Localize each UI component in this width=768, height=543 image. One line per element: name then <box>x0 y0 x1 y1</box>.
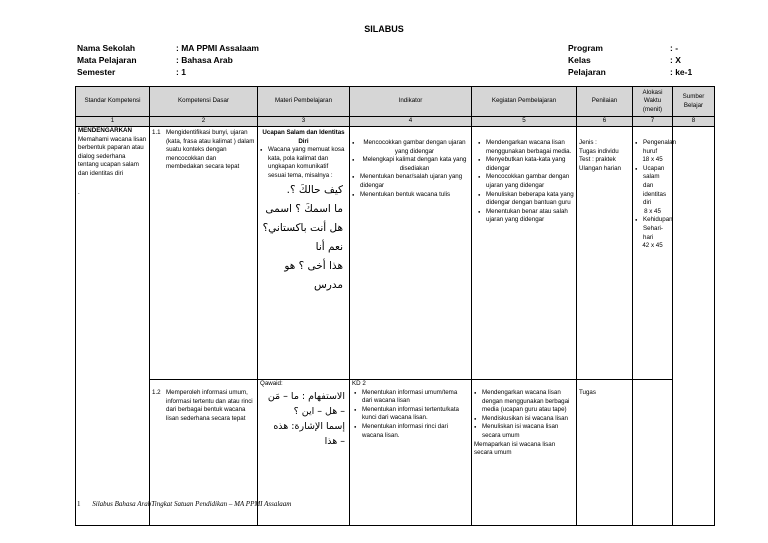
header-right-labels <box>568 42 606 78</box>
table-row <box>76 127 715 380</box>
kegiatan-item: ● Menentukan benar atau salah ujaran yang didengar <box>478 208 574 225</box>
header-value: : ke-1 <box>670 67 693 77</box>
arabic-line: هل أنت باكستاني؟ <box>262 221 343 234</box>
footer-text: Silabus Bahasa ArabTingkat Satuan Pendidikan – MA PPMI Assalaam <box>92 500 292 508</box>
column-number-row <box>76 117 715 127</box>
penilaian-line: Jenis : <box>579 139 597 146</box>
indikator-cell <box>350 380 472 526</box>
indikator-item: ● Menentukan benar/salah ujaran yang didengar <box>352 173 469 190</box>
standar-text: Memahami wacana lisan berbentuk paparan atau dialog sederhana tentang ucapan salam dan identitas diri <box>78 135 147 177</box>
column-header: Materi Pembelajaran <box>258 87 350 117</box>
indikator-item: ● Menentukan informasi umum/tema dari wacana lisan <box>354 389 469 406</box>
alokasi-topic: ● Pengenalan huruf <box>635 139 670 156</box>
header-left-values <box>176 42 259 78</box>
kd-text: Mengidentifikasi bunyi, ujaran (kata, frasa atau kalimat ) dalam suatu konteks dengan mencocokkan dan membedakan secara tepat <box>166 129 255 171</box>
column-header: Kompetensi Dasar <box>150 87 258 117</box>
arabic-qawaid <box>260 389 347 449</box>
penilaian-cell <box>577 127 633 380</box>
indikator-item: ● Menentukan informasi rinci dari wacana lisan. <box>354 423 469 440</box>
kd-text: Memperoleh informasi umum, informasi tertentu dan atau rinci dari berbagai bentuk wacana lisan sederhana secara tepat <box>166 389 253 422</box>
column-number: 4 <box>350 117 472 127</box>
alokasi-time: 8 x 45 <box>644 207 661 215</box>
indikator-item: ● Menentukan informasi tertentu/kata kunci dari wacana lisan. <box>354 406 469 423</box>
arabic-line: مدرس <box>313 278 343 291</box>
header-label: Kelas <box>568 55 591 65</box>
kegiatan-item: ● Menuliskan beberapa kata yang didengar dengan bantuan guru <box>478 191 574 208</box>
standar-dot: . <box>78 188 80 196</box>
kegiatan-item: ● Mendiskusikan isi wacana lisan <box>474 415 574 424</box>
header-label: Program <box>568 43 603 53</box>
kegiatan-extra: Memaparkan isi wacana lisan secara umum <box>474 440 556 457</box>
kegiatan-item: ● Menuliskan isi wacana lisan secara umum <box>474 423 574 440</box>
header-value: : 1 <box>176 67 186 77</box>
column-header-row <box>76 87 715 117</box>
kd-code: 1.1 <box>152 129 161 136</box>
standar-cell <box>76 127 150 526</box>
arabic-line: هذا أخى ؟ هو <box>284 259 343 272</box>
materi-bullet: ● Wacana yang memuat kosa kata, pola kalimat dan ungkapan komunikatif sesuai tema, misalnya : <box>260 146 347 180</box>
column-number: 5 <box>472 117 577 127</box>
kegiatan-item: ● Mendengarkan wacana lisan menggunakan berbagai media. <box>478 139 574 156</box>
arabic-line: – هذا <box>324 435 345 447</box>
header-value: : X <box>670 55 681 65</box>
column-header: Sumber Belajar <box>673 87 715 117</box>
kegiatan-cell <box>472 127 577 380</box>
header-value: : Bahasa Arab <box>176 55 233 65</box>
kegiatan-item: ● Menyebutkan kata-kata yang didengar <box>478 156 574 173</box>
sumber-cell <box>673 127 715 526</box>
alokasi-topic: ● Ucapan salam dan identitas diri <box>635 165 670 208</box>
arabic-line: نعم أنا <box>315 240 343 253</box>
header-label: Mata Pelajaran <box>77 55 137 65</box>
materi-cell <box>258 127 350 380</box>
qawaid-label: Qawaid: <box>260 380 283 387</box>
indikator-cell <box>350 127 472 380</box>
page-title: SILABUS <box>364 24 404 34</box>
arabic-examples <box>260 181 347 295</box>
alokasi-topic: ● Kehidupan Sehari-hari <box>635 216 670 242</box>
kegiatan-cell <box>472 380 577 526</box>
arabic-line: إسما الإشارة: هذه <box>273 420 345 432</box>
arabic-line: ما اسمكَ ؟ اسمى <box>265 202 343 215</box>
header-label: Nama Sekolah <box>77 43 136 53</box>
penilaian-cell <box>577 380 633 526</box>
kd2-label: KD 2 <box>352 380 366 387</box>
kegiatan-item: ● Mencocokkan gambar dengan ujaran yang didengar <box>478 173 574 190</box>
penilaian-line: Ulangan harian <box>579 164 621 172</box>
indikator-item: ● Menentukan bentuk wacana tulis <box>352 191 469 200</box>
column-header: Kegiatan Pembelajaran <box>472 87 577 117</box>
penilaian-line: Tugas <box>579 389 596 396</box>
column-header: Standar Kompetensi <box>76 87 150 117</box>
syllabus-table <box>75 86 715 526</box>
header-value: : - <box>670 43 679 53</box>
header-right-values <box>670 42 692 78</box>
header-label: Semester <box>77 67 116 77</box>
alokasi-cell <box>633 380 673 526</box>
penilaian-line: Test : praktek <box>579 156 616 164</box>
kd-code: 1.2 <box>152 389 161 396</box>
header-left-labels <box>77 42 137 78</box>
kegiatan-item: ● Mendengarkan wacana lisan dengan menggunakan berbagai media (ucapan guru atau tape) <box>474 389 574 415</box>
column-header: Penilaian <box>577 87 633 117</box>
alokasi-time: 18 x 45 <box>642 156 663 164</box>
column-header: Alokasi Waktu (menit) <box>633 87 673 117</box>
arabic-line: كيف حالكَ ؟. <box>286 183 343 196</box>
header-value: : MA PPMI Assalaam <box>176 43 259 53</box>
column-number: 8 <box>673 117 715 127</box>
column-number: 7 <box>633 117 673 127</box>
page-footer <box>77 500 291 508</box>
column-header: Indikator <box>350 87 472 117</box>
kd-cell <box>150 127 258 380</box>
penilaian-line: Tugas individu <box>579 147 619 155</box>
column-number: 2 <box>150 117 258 127</box>
column-number: 1 <box>76 117 150 127</box>
materi-title: Ucapan Salam dan Identitas Diri <box>262 129 345 145</box>
header-label: Pelajaran <box>568 67 606 77</box>
section-label: MENDENGARKAN <box>78 127 132 134</box>
column-number: 3 <box>258 117 350 127</box>
page-number: 1 <box>77 500 81 508</box>
column-number: 6 <box>577 117 633 127</box>
alokasi-time: 42 x 45 <box>642 242 663 250</box>
indikator-item: ● Melengkapi kalimat dengan kata yang disediakan <box>352 156 469 173</box>
arabic-line: الاستفهام : ما – مَن <box>267 390 345 402</box>
arabic-line: – هل – اين ؟ <box>293 405 345 417</box>
indikator-item: ● Mencocokkan gambar dengan ujaran yang didengar <box>352 139 469 156</box>
alokasi-cell <box>633 127 677 380</box>
